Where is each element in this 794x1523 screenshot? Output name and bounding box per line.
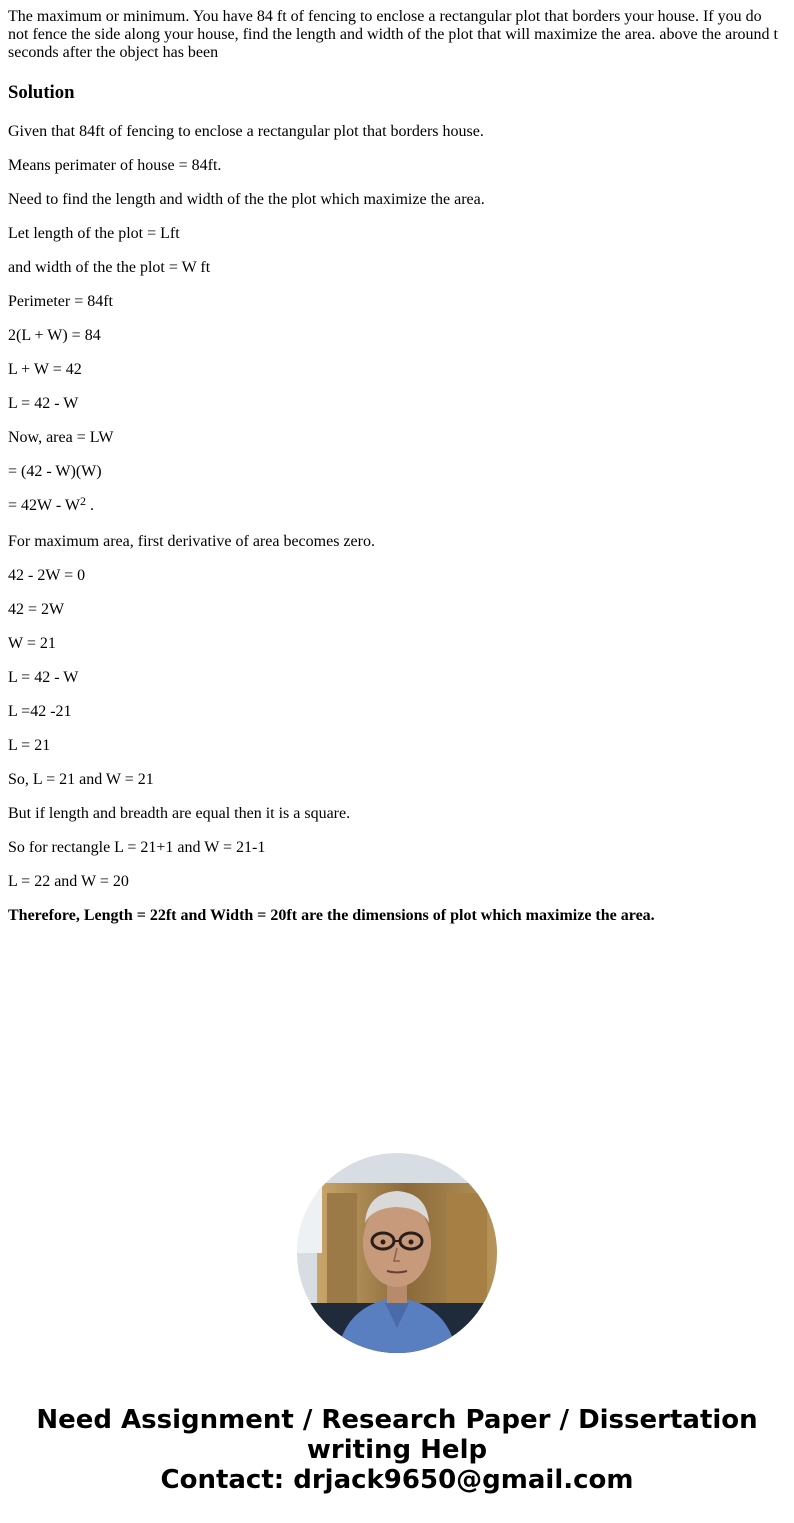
promo-banner	[0, 1405, 794, 1495]
solution-step-area	[8, 494, 786, 515]
solution-step: L = 42 - W	[8, 395, 79, 412]
area-terminator: .	[85, 497, 94, 514]
solution-step: So, L = 21 and W = 21	[8, 771, 154, 788]
solution-step: For maximum area, first derivative of area becomes zero.	[8, 533, 375, 550]
solution-step: Perimeter = 84ft	[8, 293, 113, 310]
solution-step: and width of the the plot = W ft	[8, 259, 211, 276]
solution-step: 42 = 2W	[8, 601, 65, 618]
promo-line-2: writing Help	[306, 1435, 488, 1465]
solution-step: Let length of the plot = Lft	[8, 225, 180, 242]
solution-step: L = 22 and W = 20	[8, 873, 129, 890]
solution-step: W = 21	[8, 635, 56, 652]
solution-conclusion: Therefore, Length = 22ft and Width = 20ft are the dimensions of plot which maximize the area.	[8, 907, 655, 924]
solution-step: L = 21	[8, 737, 51, 754]
exponent: 2	[79, 494, 86, 508]
solution-step: But if length and breadth are equal then it is a square.	[8, 805, 351, 822]
area-expression: = 42W - W	[8, 497, 80, 514]
promo-line-1: Need Assignment / Research Paper / Dissertation	[36, 1405, 758, 1435]
solution-step: Now, area = LW	[8, 429, 114, 446]
promo-contact: Contact: drjack9650@gmail.com	[160, 1465, 634, 1495]
document-content	[8, 8, 786, 941]
solution-step: L = 42 - W	[8, 669, 79, 686]
solution-step: So for rectangle L = 21+1 and W = 21-1	[8, 839, 266, 856]
solution-step: Given that 84ft of fencing to enclose a rectangular plot that borders house.	[8, 123, 484, 140]
solution-step: Means perimater of house = 84ft.	[8, 157, 222, 174]
solution-step: Need to find the length and width of the the plot which maximize the area.	[8, 191, 485, 208]
author-photo	[297, 1153, 497, 1353]
solution-step: 2(L + W) = 84	[8, 327, 101, 344]
question-text: The maximum or minimum. You have 84 ft of fencing to enclose a rectangular plot that borders your house. If you do not fence the side along your house, find the length and width of the plot that will maximize the area. above the around t seconds after the object has been	[8, 8, 778, 61]
solution-step: L + W = 42	[8, 361, 82, 378]
solution-step: = (42 - W)(W)	[8, 463, 102, 480]
author-photo-icon	[297, 1153, 497, 1353]
solution-heading: Solution	[8, 82, 75, 103]
solution-step: L =42 -21	[8, 703, 72, 720]
solution-step: 42 - 2W = 0	[8, 567, 86, 584]
solution-steps	[8, 123, 786, 925]
